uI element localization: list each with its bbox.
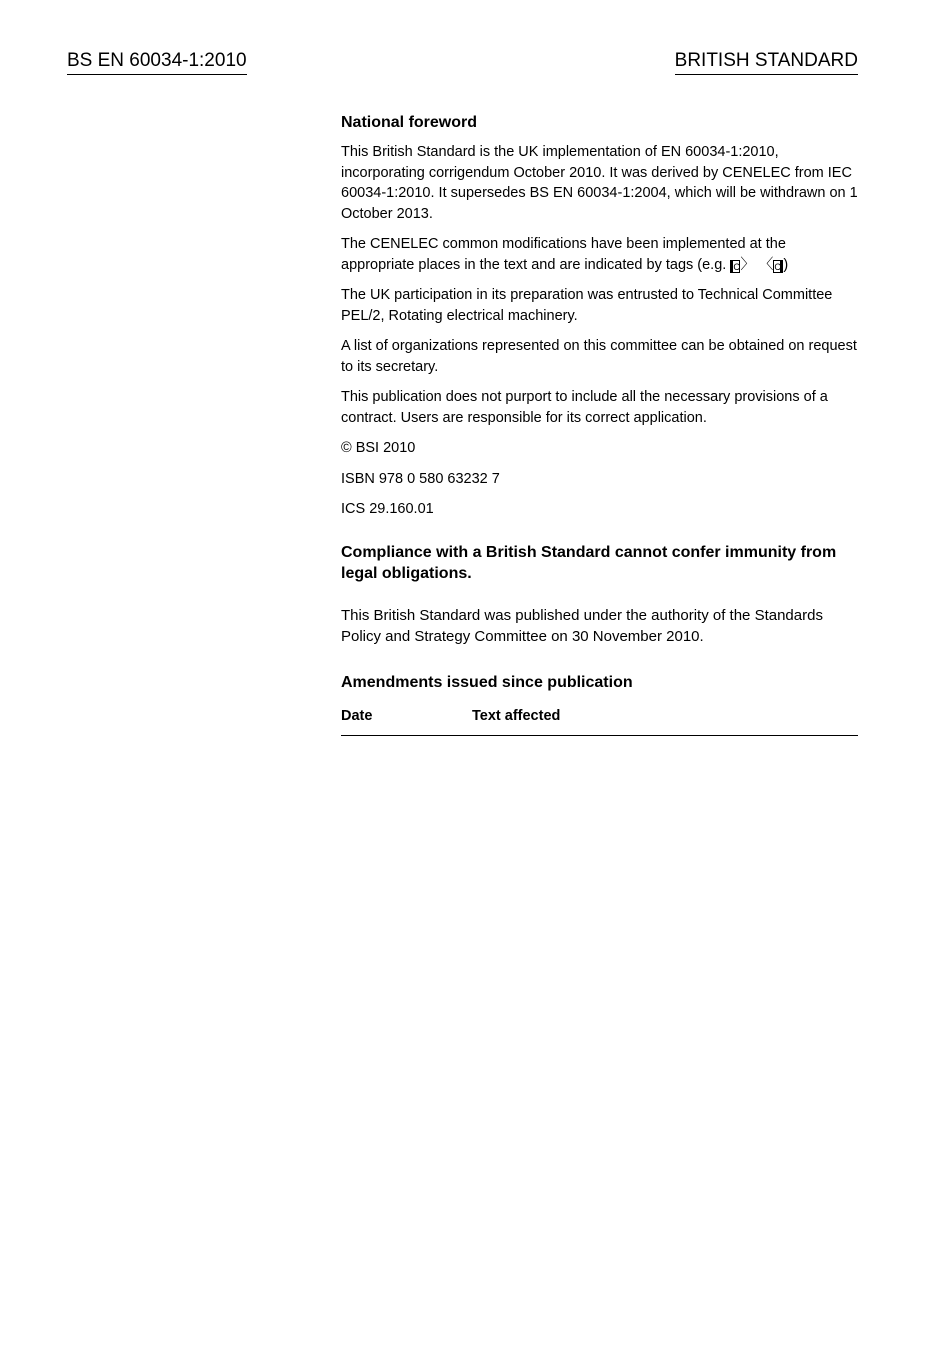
amendments-table [341, 706, 858, 737]
foreword-paragraph-modifications: The CENELEC common modifications have been implemented at the appropriate places in the text and are indicated by tags (e.g. C〉 〈C ) [341, 236, 789, 273]
foreword-paragraph-implementation: This British Standard is the UK implementation of EN 60034-1:2010, incorporating corrigendum October 2010. It was derived by CENELEC from IEC 60034-1:2010. It supersedes BS EN 60034-1:2004, which will be withdrawn on 1 October 2013. [341, 144, 858, 222]
amendments-heading: Amendments issued since publication [341, 673, 633, 691]
foreword-paragraph-organizations: A list of organizations represented on this committee can be obtained on request to its secretary. [341, 338, 857, 375]
isbn-line: ISBN 978 0 580 63232 7 [341, 470, 500, 487]
amendments-text-column: Text affected [472, 706, 858, 736]
modification-end-tag-icon: C [773, 260, 783, 273]
standard-type-header: BRITISH STANDARD [675, 49, 858, 75]
amendments-date-column: Date [341, 706, 472, 736]
publication-authority: This British Standard was published under the authority of the Standards Policy and Strategy Committee on 30 November 2010. [341, 606, 823, 645]
ics-line: ICS 29.160.01 [341, 501, 434, 517]
foreword-paragraph-committee: The UK participation in its preparation was entrusted to Technical Committee PEL/2, Rotating electrical machinery. [341, 287, 833, 324]
foreword-content [341, 112, 858, 736]
modifications-text: The CENELEC common modifications have been implemented at the appropriate places in the text and are indicated by tags (e.g. [341, 236, 786, 273]
national-foreword-heading: National foreword [341, 114, 478, 131]
foreword-paragraph-contract: This publication does not purport to include all the necessary provisions of a contract. Users are responsible for its correct application. [341, 389, 828, 426]
modifications-close: ) [783, 256, 789, 273]
compliance-notice: Compliance with a British Standard cannot confer immunity from legal obligations. [341, 543, 837, 582]
modification-start-tag-icon: C [730, 260, 740, 273]
document-code-header: BS EN 60034-1:2010 [67, 49, 247, 75]
amendments-header-row [341, 706, 858, 736]
copyright-line: © BSI 2010 [341, 440, 416, 456]
